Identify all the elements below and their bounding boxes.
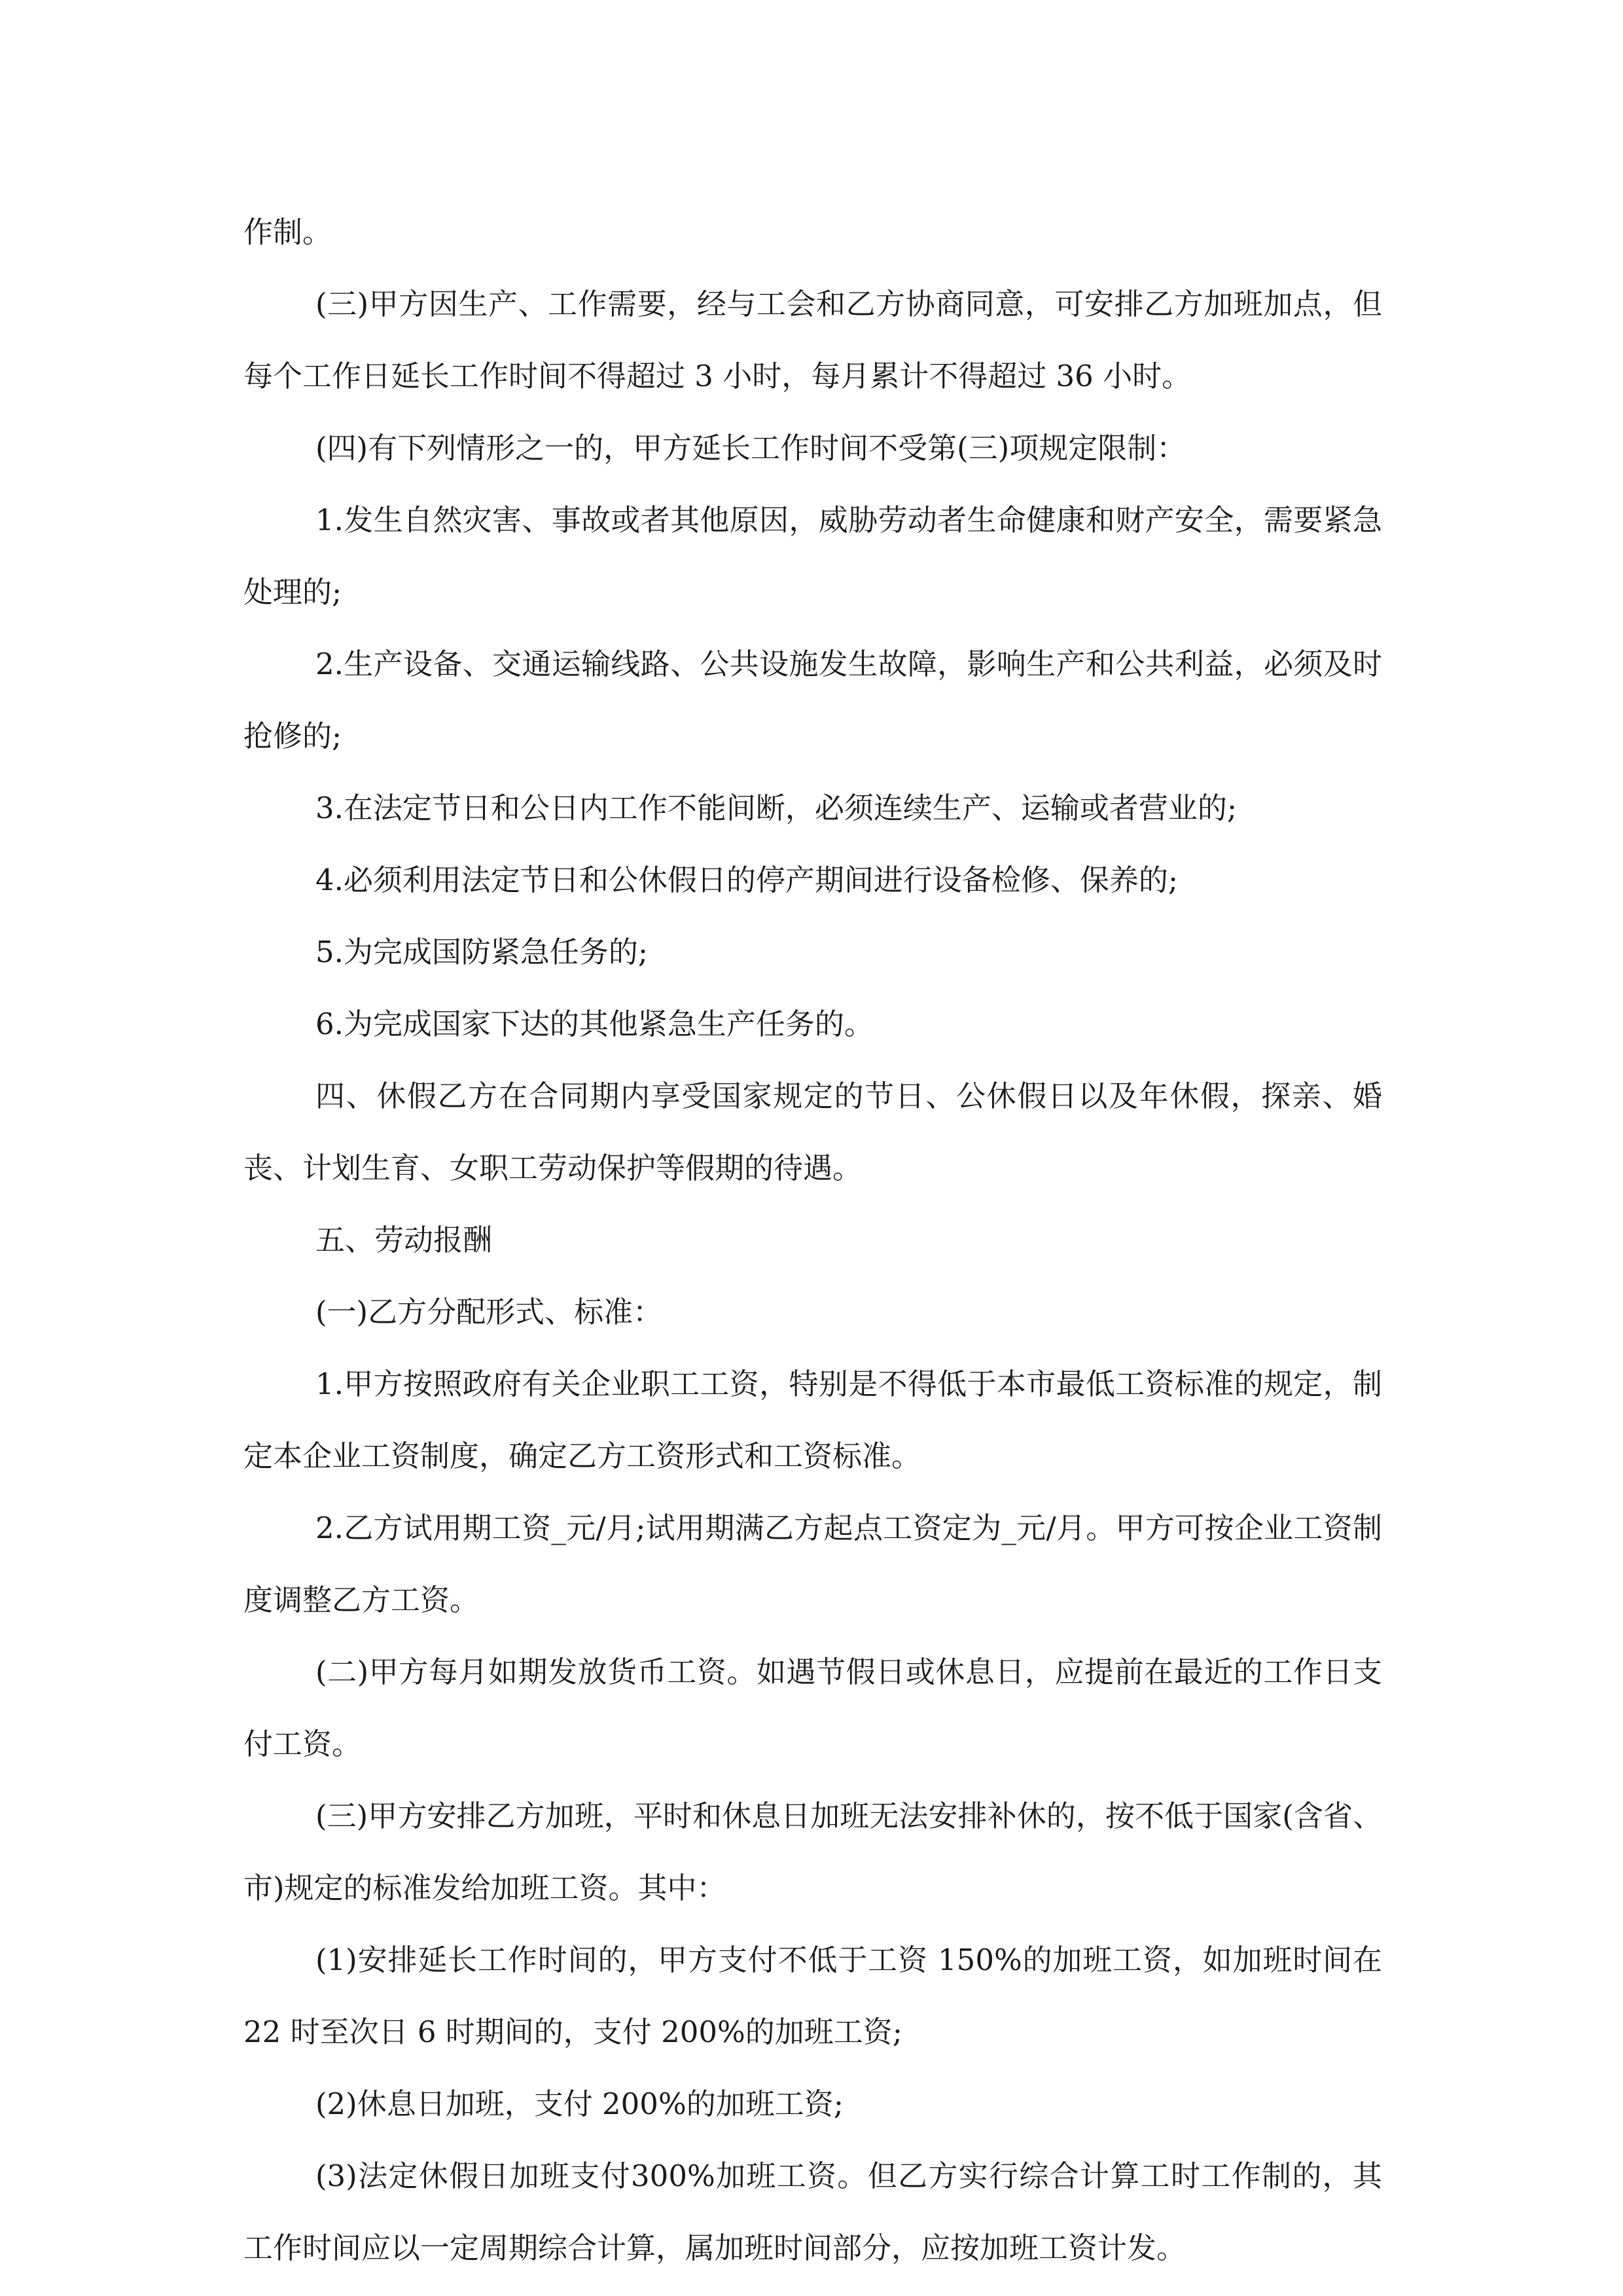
paragraph: 6.为完成国家下达的其他紧急生产任务的。: [315, 1007, 874, 1041]
paragraph: 2.乙方试用期工资_元/月;试用期满乙方起点工资定为_元/月。甲方可按企业工资制度调整乙方工资。: [243, 1511, 1382, 1617]
paragraph: 5.为完成国防紧急任务的;: [315, 935, 649, 969]
paragraph: (三)甲方安排乙方加班，平时和休息日加班无法安排补休的，按不低于国家(含省、市)规定的标准发给加班工资。其中：: [243, 1799, 1382, 1905]
document-body: [243, 196, 1382, 2284]
paragraph: (四)有下列情形之一的，甲方延长工作时间不受第(三)项规定限制：: [315, 431, 1186, 465]
paragraph: 四、休假乙方在合同期内享受国家规定的节日、公休假日以及年休假，探亲、婚丧、计划生育、女职工劳动保护等假期的待遇。: [243, 1079, 1382, 1185]
paragraph: (3)法定休假日加班支付300%加班工资。但乙方实行综合计算工时工作制的，其工作时间应以一定周期综合计算，属加班时间部分，应按加班工资计发。: [243, 2159, 1382, 2265]
paragraph: 2.生产设备、交通运输线路、公共设施发生故障，影响生产和公共利益，必须及时抢修的;: [243, 647, 1382, 753]
paragraph: (一)乙方分配形式、标准：: [315, 1295, 663, 1329]
paragraph: 1.甲方按照政府有关企业职工工资，特别是不得低于本市最低工资标准的规定，制定本企业工资制度，确定乙方工资形式和工资标准。: [243, 1367, 1382, 1473]
paragraph: (1)安排延长工作时间的，甲方支付不低于工资 150%的加班工资，如加班时间在 22 时至次日 6 时期间的，支付 200%的加班工资;: [243, 1943, 1382, 2049]
paragraph: 3.在法定节日和公日内工作不能间断，必须连续生产、运输或者营业的;: [315, 791, 1238, 825]
paragraph: (二)甲方每月如期发放货币工资。如遇节假日或休息日，应提前在最近的工作日支付工资。: [243, 1655, 1382, 1761]
section-heading: 五、劳动报酬: [315, 1223, 493, 1257]
paragraph: 4.必须利用法定节日和公休假日的停产期间进行设备检修、保养的;: [315, 863, 1179, 897]
paragraph: (2)休息日加班，支付 200%的加班工资;: [315, 2087, 844, 2121]
paragraph: 作制。: [243, 215, 332, 249]
paragraph: (三)甲方因生产、工作需要，经与工会和乙方协商同意，可安排乙方加班加点，但每个工作日延长工作时间不得超过 3 小时，每月累计不得超过 36 小时。: [243, 287, 1382, 393]
paragraph: 1.发生自然灾害、事故或者其他原因，威胁劳动者生命健康和财产安全，需要紧急处理的;: [243, 503, 1382, 609]
